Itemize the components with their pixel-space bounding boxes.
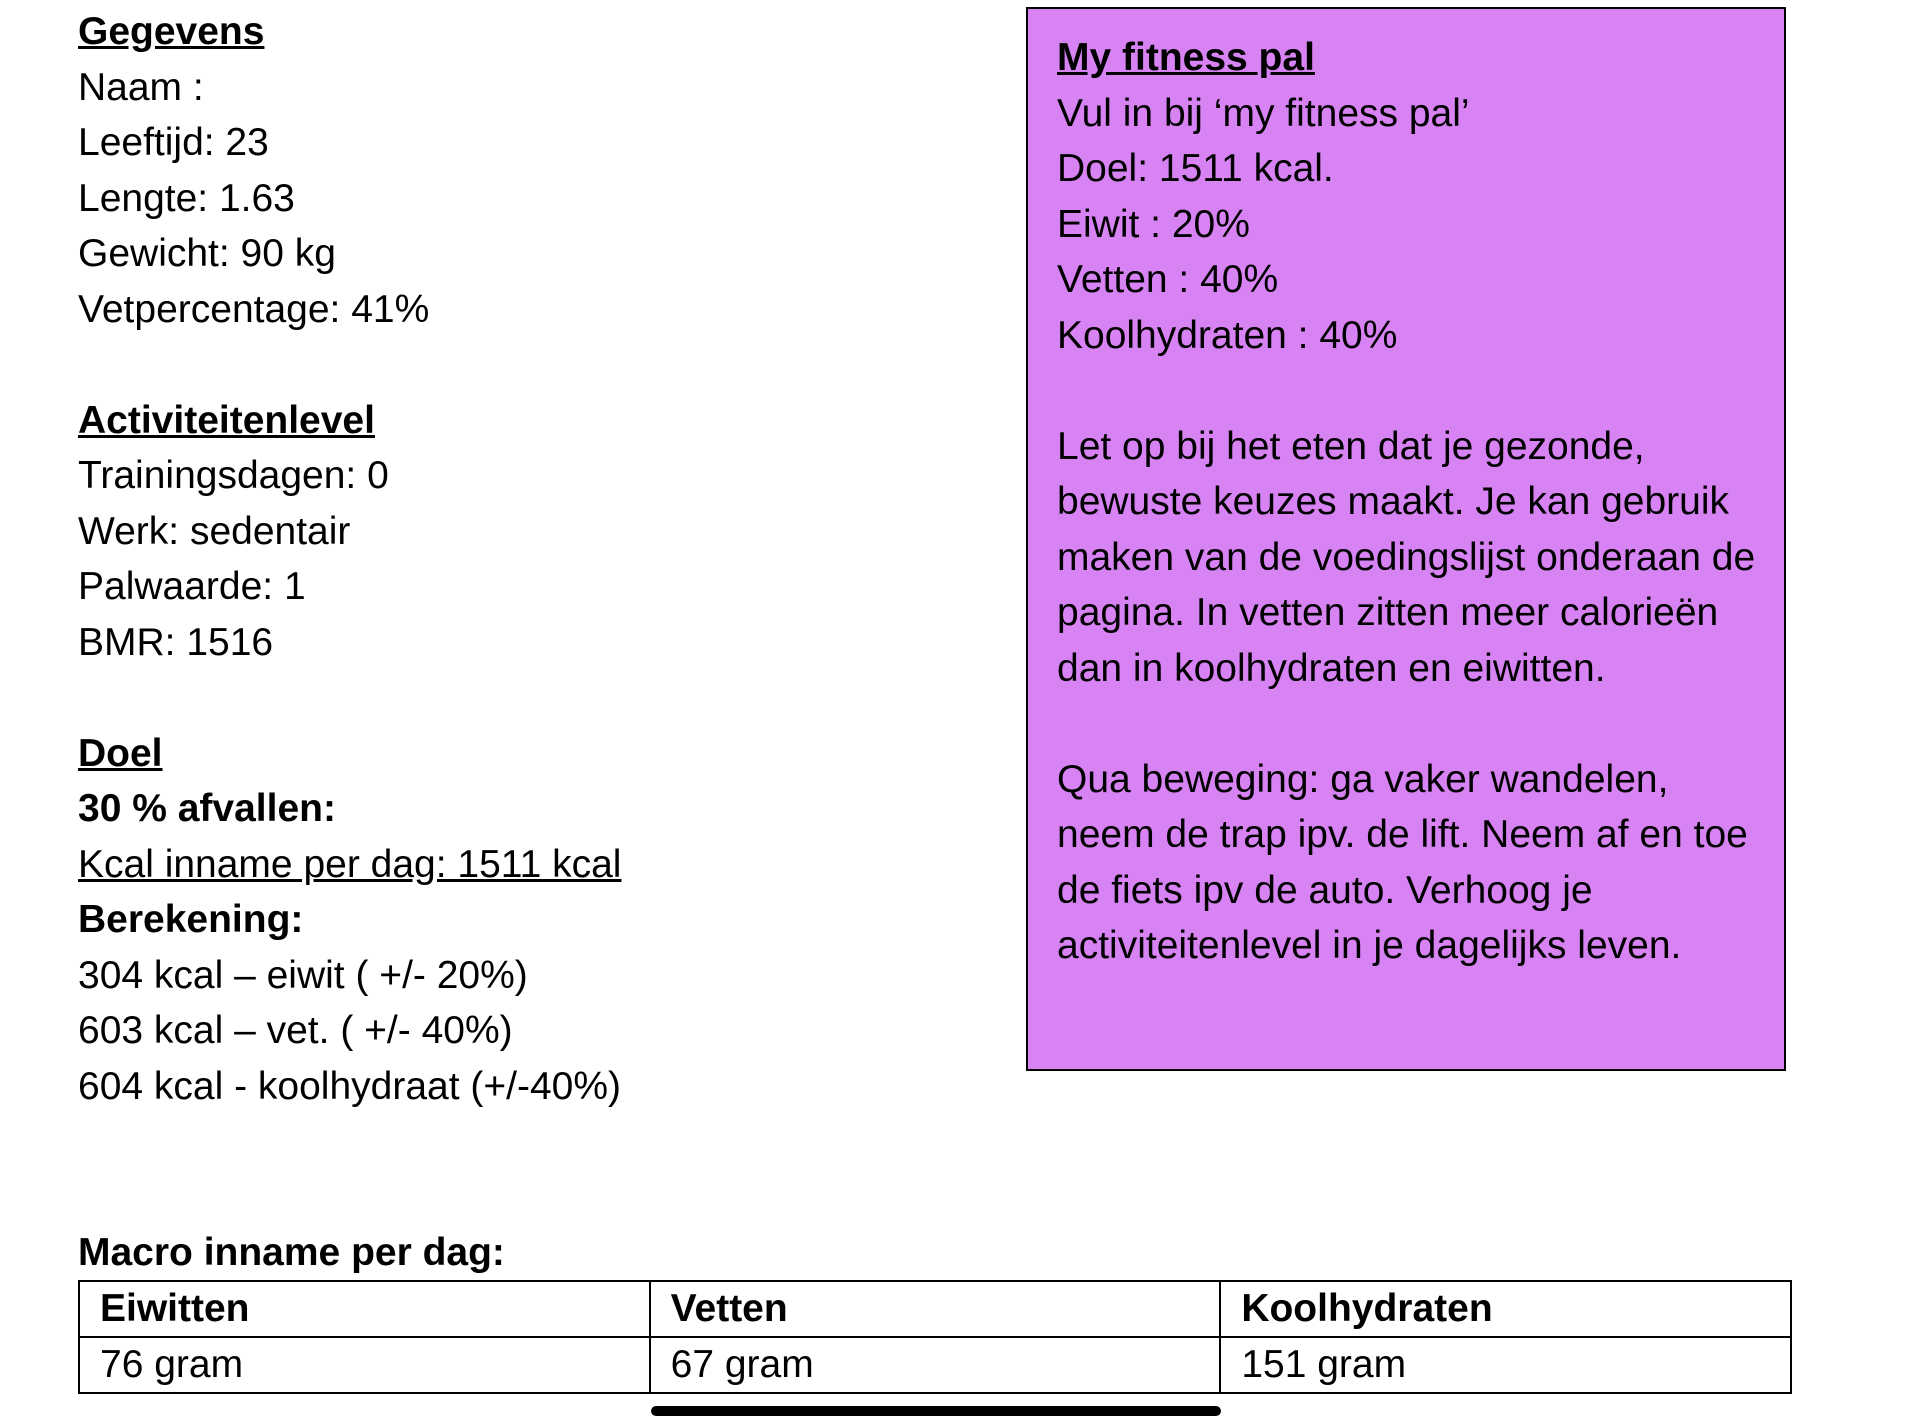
palwaarde-line: Palwaarde: 1	[78, 565, 306, 608]
fitness-pal-koolhydraten-line: Koolhydraten : 40%	[1057, 313, 1398, 357]
berekening-eiwit-line: 304 kcal – eiwit ( +/- 20%)	[78, 953, 528, 997]
spacer	[78, 337, 978, 393]
spacer	[78, 670, 978, 726]
table-header-row	[79, 1281, 1791, 1337]
afvallen-line: 30 % afvallen:	[78, 787, 336, 830]
kcal-inname-line: Kcal inname per dag: 1511 kcal	[78, 842, 622, 886]
fitness-pal-box	[1026, 7, 1786, 1071]
fitness-pal-intro-line: Vul in bij ‘my fitness pal’	[1057, 91, 1470, 135]
cell-koolhydraten: 151 gram	[1220, 1337, 1791, 1393]
macro-table	[78, 1280, 1792, 1394]
werk-line: Werk: sedentair	[78, 509, 351, 553]
berekening-vet-line: 603 kcal – vet. ( +/- 40%)	[78, 1009, 513, 1052]
table-row	[79, 1337, 1791, 1393]
header-eiwitten: Eiwitten	[79, 1281, 650, 1337]
fitness-pal-doel-line: Doel: 1511 kcal.	[1057, 147, 1334, 190]
doel-heading: Doel	[78, 731, 163, 775]
lengte-line: Lengte: 1.63	[78, 176, 295, 220]
activiteitenlevel-heading: Activiteitenlevel	[78, 398, 375, 442]
cell-vetten: 67 gram	[650, 1337, 1221, 1393]
vetpercentage-line: Vetpercentage: 41%	[78, 287, 430, 331]
naam-line: Naam :	[78, 65, 204, 109]
berekening-label: Berekening:	[78, 898, 304, 941]
left-column	[78, 4, 978, 1114]
fitness-pal-heading: My fitness pal	[1057, 36, 1315, 79]
fitness-pal-beweging-paragraph: Qua beweging: ga vaker wandelen, neem de trap ipv. de lift. Neem af en toe de fiets ipv de auto. Verhoog je activiteitenlevel in je dagelijks leven.	[1057, 757, 1748, 967]
berekening-koolhydraat-line: 604 kcal - koolhydraat (+/-40%)	[78, 1064, 622, 1108]
cell-eiwitten: 76 gram	[79, 1337, 650, 1393]
header-vetten: Vetten	[650, 1281, 1221, 1337]
fitness-pal-vetten-line: Vetten : 40%	[1057, 258, 1279, 301]
home-indicator-bar	[651, 1406, 1221, 1416]
bmr-line: BMR: 1516	[78, 620, 274, 664]
leeftijd-line: Leeftijd: 23	[78, 121, 269, 164]
macro-title: Macro inname per dag:	[78, 1231, 505, 1274]
trainingsdagen-line: Trainingsdagen: 0	[78, 454, 389, 497]
fitness-pal-eten-paragraph: Let op bij het eten dat je gezonde, bewuste keuzes maakt. Je kan gebruik maken van de voedingslijst onderaan de pagina. In vetten zitten meer calorieën dan in koolhydraten en eiwitten.	[1057, 424, 1756, 690]
gegevens-heading: Gegevens	[78, 10, 265, 53]
header-koolhydraten: Koolhydraten	[1220, 1281, 1791, 1337]
fitness-pal-eiwit-line: Eiwit : 20%	[1057, 202, 1250, 246]
gewicht-line: Gewicht: 90 kg	[78, 232, 336, 275]
